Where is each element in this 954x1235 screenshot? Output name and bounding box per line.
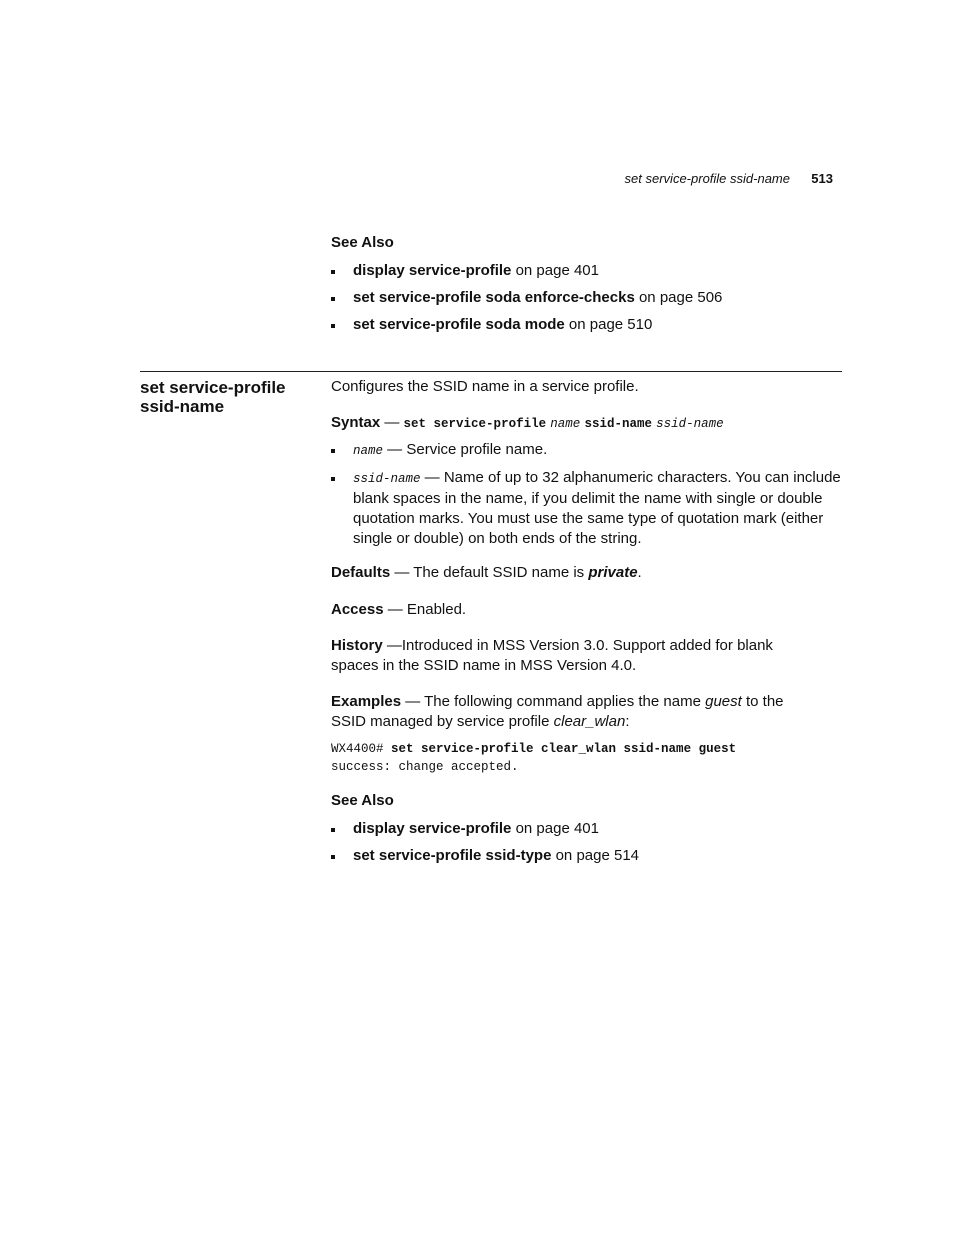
section-divider xyxy=(140,371,842,372)
bullet-icon xyxy=(331,477,335,481)
see-also-link[interactable]: set service-profile soda mode on page 510 xyxy=(353,316,653,333)
syntax-line: Syntax — set service-profile name ssid-name ssid-name xyxy=(331,414,724,431)
defaults-line: Defaults — The default SSID name is private. xyxy=(331,564,642,581)
bullet-icon xyxy=(331,449,335,453)
see-also-link[interactable]: set service-profile soda enforce-checks on page 506 xyxy=(353,289,723,306)
code-example: WX4400# set service-profile clear_wlan ssid-name guest xyxy=(331,742,737,756)
see-also-heading: See Also xyxy=(331,234,394,251)
section-description: Configures the SSID name in a service profile. xyxy=(331,378,639,395)
history-paragraph: History —Introduced in MSS Version 3.0. Support added for blank spaces in the SSID name in MSS Version 4.0. xyxy=(331,637,773,674)
see-also-link[interactable]: set service-profile ssid-type on page 514 xyxy=(353,847,640,864)
param-item: name — Service profile name. xyxy=(353,441,548,458)
code-output: success: change accepted. xyxy=(331,760,519,774)
param-item: ssid-name — Name of up to 32 alphanumeric characters. You can include blank spaces in the name, if you delimit the name with single or double quotation marks. You must use the same type of quotation mark (either single or double) on both ends of the string. xyxy=(353,469,841,547)
bullet-icon xyxy=(331,324,335,328)
examples-paragraph: Examples — The following command applies the name guest to the SSID managed by service profile clear_wlan: xyxy=(331,693,784,730)
see-also-link[interactable]: display service-profile on page 401 xyxy=(353,820,599,837)
bullet-icon xyxy=(331,297,335,301)
bullet-icon xyxy=(331,270,335,274)
access-line: Access — Enabled. xyxy=(331,601,467,618)
running-title: set service-profile ssid-name xyxy=(624,171,790,186)
see-also-link[interactable]: display service-profile on page 401 xyxy=(353,262,599,279)
section-title: set service-profile ssid-name xyxy=(140,378,286,416)
bullet-icon xyxy=(331,828,335,832)
see-also-heading: See Also xyxy=(331,792,394,809)
page-number: 513 xyxy=(811,171,833,186)
bullet-icon xyxy=(331,855,335,859)
